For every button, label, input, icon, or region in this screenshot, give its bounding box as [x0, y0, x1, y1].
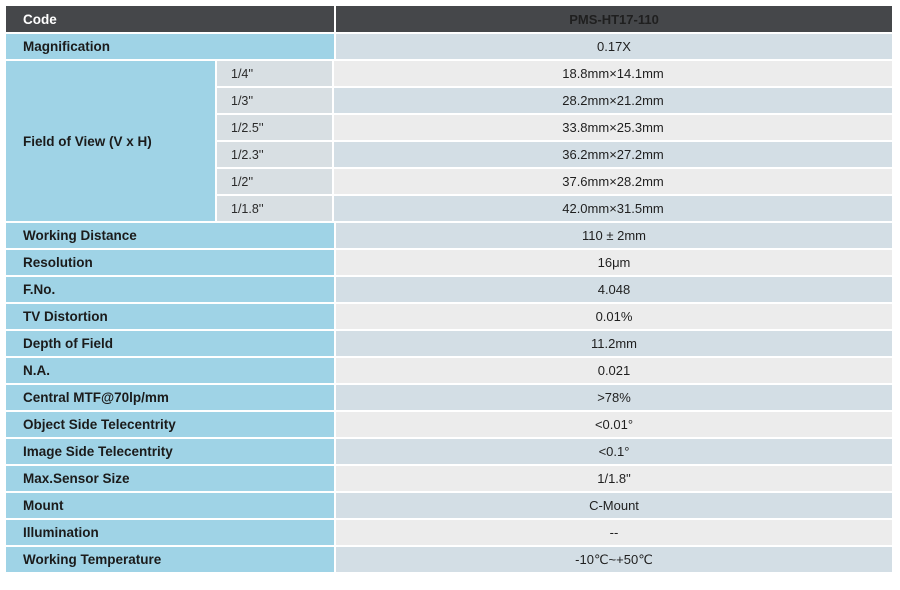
- row-value: 4.048: [334, 277, 892, 302]
- sensor-format: 1/1.8'': [215, 196, 332, 221]
- header-label: Code: [23, 11, 57, 27]
- table-row: [6, 383, 892, 410]
- table-row: [215, 113, 892, 140]
- sensor-format: 1/2'': [215, 169, 332, 194]
- field-of-view-rows: [215, 61, 892, 221]
- row-value: 42.0mm×31.5mm: [332, 196, 892, 221]
- sensor-format: 1/3'': [215, 88, 332, 113]
- table-row: [6, 248, 892, 275]
- row-label: Image Side Telecentrity: [6, 439, 334, 464]
- row-label: N.A.: [6, 358, 334, 383]
- table-row: [6, 329, 892, 356]
- row-value: 37.6mm×28.2mm: [332, 169, 892, 194]
- table-row: [6, 518, 892, 545]
- row-label: Working Temperature: [6, 547, 334, 572]
- row-value: >78%: [334, 385, 892, 410]
- row-value: 11.2mm: [334, 331, 892, 356]
- row-value: 0.021: [334, 358, 892, 383]
- table-row: [6, 356, 892, 383]
- row-label: F.No.: [6, 277, 334, 302]
- table-row: [215, 140, 892, 167]
- row-value: 36.2mm×27.2mm: [332, 142, 892, 167]
- row-value: C-Mount: [334, 493, 892, 518]
- row-label: Object Side Telecentrity: [6, 412, 334, 437]
- row-value: 33.8mm×25.3mm: [332, 115, 892, 140]
- row-label: Central MTF@70lp/mm: [6, 385, 334, 410]
- row-value: --: [334, 520, 892, 545]
- row-value: 110 ± 2mm: [334, 223, 892, 248]
- table-row: [6, 491, 892, 518]
- row-label: Magnification: [6, 34, 334, 59]
- table-row: [6, 464, 892, 491]
- row-value: 1/1.8": [334, 466, 892, 491]
- table-row: [6, 275, 892, 302]
- table-row: [215, 86, 892, 113]
- row-label: Illumination: [6, 520, 334, 545]
- table-row: [6, 410, 892, 437]
- table-row: [215, 194, 892, 221]
- row-value: <0.01°: [334, 412, 892, 437]
- table-row: [6, 302, 892, 329]
- table-row: [215, 61, 892, 86]
- sensor-format: 1/4'': [215, 61, 332, 86]
- field-of-view-group: [6, 59, 892, 221]
- row-value: 0.17X: [334, 34, 892, 59]
- table-row: [6, 221, 892, 248]
- table-row: [6, 545, 892, 572]
- table-row: [215, 167, 892, 194]
- header-value: PMS-HT17-110: [334, 6, 892, 32]
- row-label: Mount: [6, 493, 334, 518]
- table-header: [6, 6, 892, 32]
- row-value: 28.2mm×21.2mm: [332, 88, 892, 113]
- sensor-format: 1/2.5'': [215, 115, 332, 140]
- row-value: 16μm: [334, 250, 892, 275]
- field-of-view-label: Field of View (V x H): [6, 61, 215, 221]
- row-label: Max.Sensor Size: [6, 466, 334, 491]
- row-value: -10℃~+50℃: [334, 547, 892, 572]
- row-value: <0.1°: [334, 439, 892, 464]
- row-value: 0.01%: [334, 304, 892, 329]
- table-row: [6, 32, 892, 59]
- row-label: Working Distance: [6, 223, 334, 248]
- row-label: Resolution: [6, 250, 334, 275]
- sensor-format: 1/2.3'': [215, 142, 332, 167]
- table-row: [6, 437, 892, 464]
- row-label: TV Distortion: [6, 304, 334, 329]
- row-label: Depth of Field: [6, 331, 334, 356]
- spec-table: [6, 6, 892, 572]
- row-value: 18.8mm×14.1mm: [332, 61, 892, 86]
